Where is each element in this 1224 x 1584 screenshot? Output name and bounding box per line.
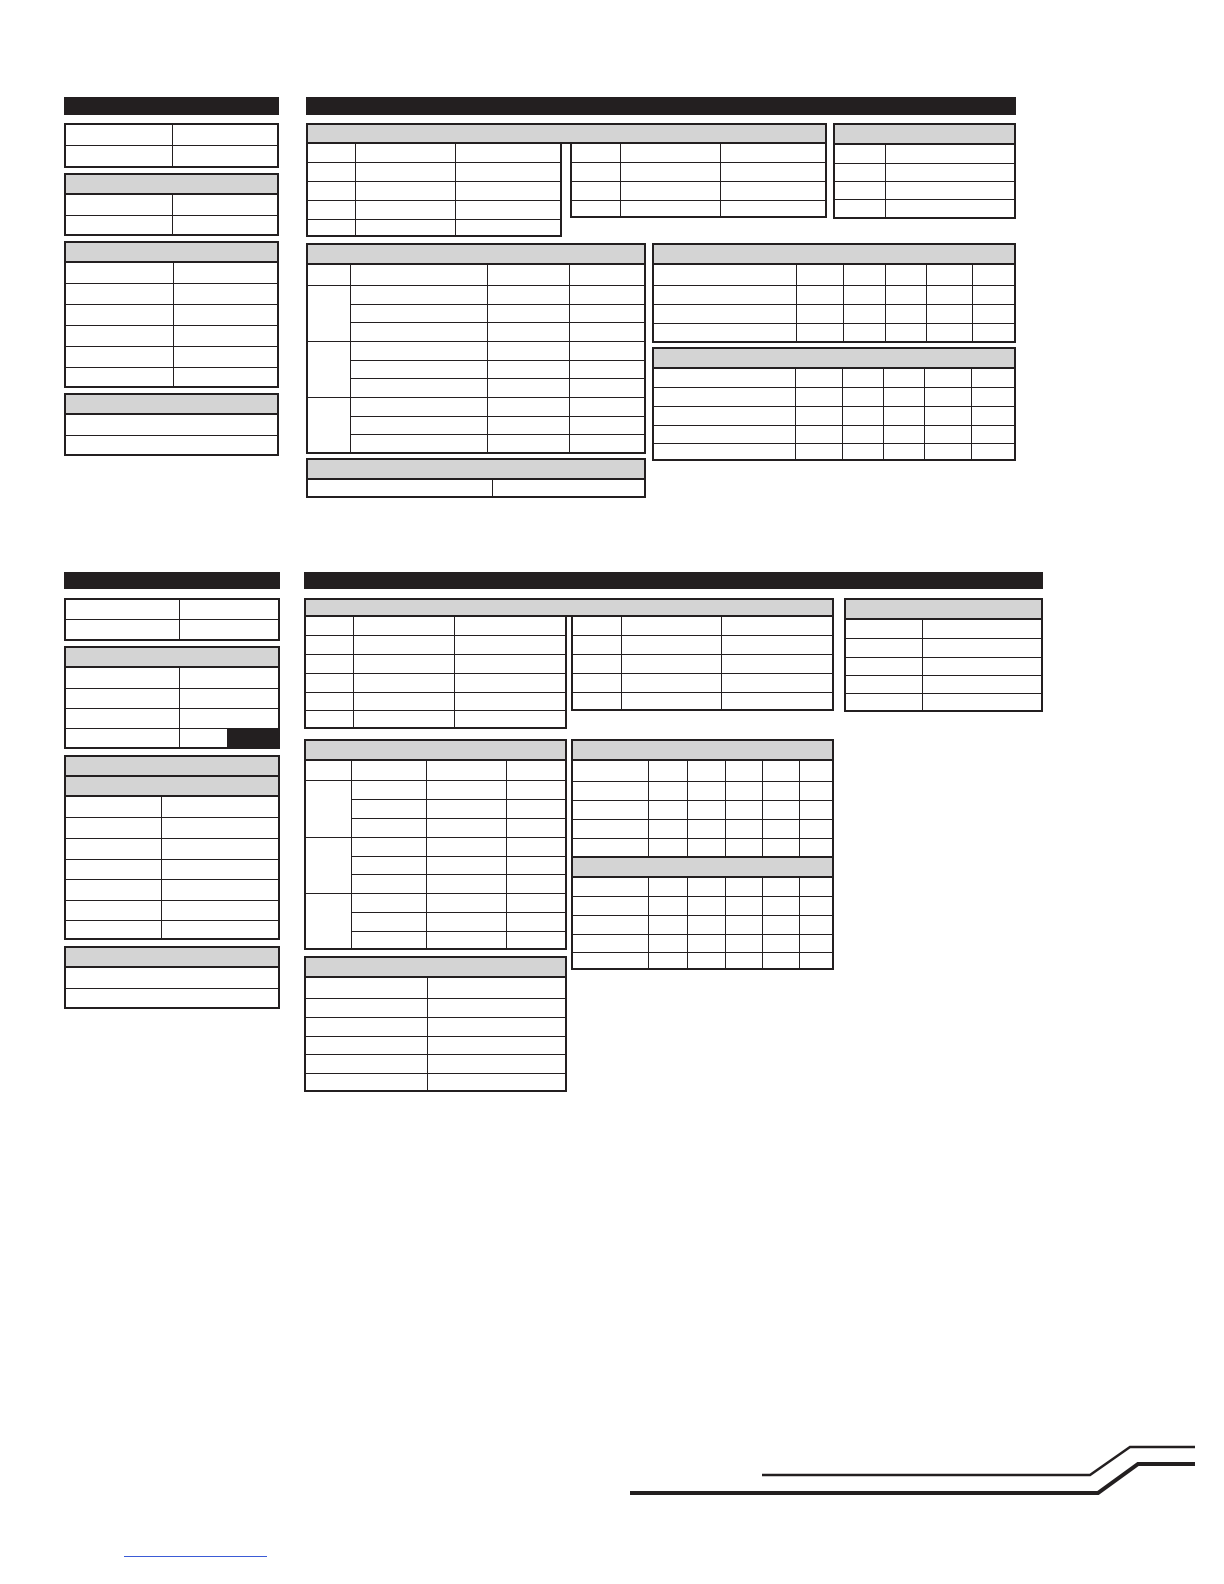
switch-list-panel <box>833 123 1016 219</box>
main-title-bar <box>306 97 1016 115</box>
channel-assign-panel-2 <box>64 755 280 940</box>
left-title-bar <box>64 97 279 115</box>
rate-grid-a <box>306 142 562 237</box>
settings-panel <box>64 173 279 236</box>
notes-panel <box>64 393 279 456</box>
channel-assign-header <box>66 243 277 263</box>
settings-panel-2 <box>64 646 280 749</box>
curve-table-1-header <box>654 245 1014 265</box>
switch-list-panel-2 <box>844 598 1043 712</box>
notes-header <box>66 395 277 415</box>
channel-assign-panel <box>64 241 279 388</box>
rate-grid-b <box>570 142 827 218</box>
curve-table-1-header-2 <box>573 741 832 761</box>
stripe-logo-icon <box>620 1440 1210 1500</box>
rate-grid-header <box>306 123 827 144</box>
notes-header-2 <box>66 948 278 968</box>
channel-assign-subheader-2 <box>66 777 278 797</box>
trim-row-header <box>308 460 644 480</box>
mix-table-panel-2 <box>304 739 567 950</box>
settings-header <box>66 175 277 195</box>
value-list-header-2 <box>306 958 565 978</box>
curve-table-2-header-2 <box>573 858 832 878</box>
switch-list-header <box>835 125 1014 145</box>
curve-table-1 <box>652 243 1016 343</box>
rate-grid-a-2 <box>304 615 567 729</box>
model-info-panel <box>64 123 279 168</box>
mix-table-panel <box>306 243 646 454</box>
notes-panel-2 <box>64 946 280 1009</box>
mix-table-header <box>308 245 644 265</box>
switch-list-header-2 <box>846 600 1041 620</box>
footer-link-underline[interactable] <box>124 1556 267 1557</box>
curve-table-2-2 <box>571 856 834 970</box>
rate-grid-b-2 <box>571 615 834 711</box>
left-title-bar-2 <box>64 572 280 589</box>
model-info-panel-2 <box>64 598 280 641</box>
settings-highlight-cell <box>227 728 280 747</box>
curve-table-2 <box>652 347 1016 461</box>
mix-table-header-2 <box>306 741 565 761</box>
trim-row-panel <box>306 458 646 498</box>
curve-table-2-header <box>654 349 1014 369</box>
curve-table-1-2 <box>571 739 834 858</box>
channel-assign-header-2 <box>66 757 278 777</box>
value-list-panel-2 <box>304 956 567 1092</box>
settings-header-2 <box>66 648 278 668</box>
main-title-bar-2 <box>304 572 1043 589</box>
